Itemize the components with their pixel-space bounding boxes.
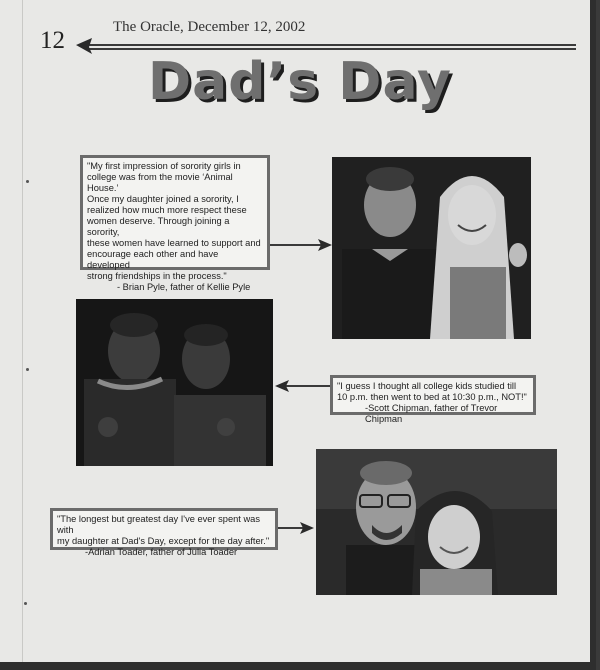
margin-rule bbox=[22, 0, 23, 662]
quote-line: "The longest but greatest day I've ever spent was with bbox=[57, 514, 261, 535]
arrow-left-icon bbox=[275, 379, 333, 393]
quote-box-adrian-toader bbox=[50, 508, 278, 557]
quote-line: women deserve. Through joining a sorority, bbox=[87, 216, 230, 237]
photo-scott-trevor-chipman bbox=[76, 299, 273, 466]
quote-attribution: -Scott Chipman, father of Trevor Chipman bbox=[365, 403, 498, 424]
print-speck bbox=[24, 602, 27, 605]
arrow-right-icon bbox=[278, 521, 314, 535]
photo-brian-kellie-pyle bbox=[332, 157, 531, 339]
print-speck bbox=[26, 180, 29, 183]
quote-attribution: -Adrian Toader, father of Julia Toader bbox=[85, 547, 238, 557]
headline: Dad’s Day bbox=[148, 52, 452, 112]
quote-line: "My first impression of sorority girls in bbox=[87, 161, 241, 171]
print-speck bbox=[26, 368, 29, 371]
quote-line: "I guess I thought all college kids studied till bbox=[337, 381, 517, 391]
quote-line: my daughter at Dad's Day, except for the day after." bbox=[57, 536, 270, 546]
page-number: 12 bbox=[40, 27, 65, 54]
quote-line: encourage each other and have developed bbox=[87, 249, 219, 270]
quote-line: college was from the movie ‘Animal House.’ bbox=[87, 172, 233, 193]
photo-adrian-julia-toader bbox=[316, 449, 557, 595]
masthead: The Oracle, December 12, 2002 bbox=[113, 19, 306, 35]
quote-attribution: - Brian Pyle, father of Kellie Pyle bbox=[117, 282, 251, 292]
arrow-right-icon bbox=[270, 238, 332, 252]
quote-line: these women have learned to support and bbox=[87, 238, 261, 248]
quote-line: 10 p.m. then went to bed at 10:30 p.m., NOT!" bbox=[337, 392, 527, 402]
quote-box-brian-pyle bbox=[80, 155, 270, 292]
quote-line: Once my daughter joined a sorority, I bbox=[87, 194, 239, 204]
quote-line: realized how much more respect these bbox=[87, 205, 247, 215]
quote-line: strong friendships in the process." bbox=[87, 271, 227, 281]
quote-box-scott-chipman bbox=[330, 375, 536, 424]
